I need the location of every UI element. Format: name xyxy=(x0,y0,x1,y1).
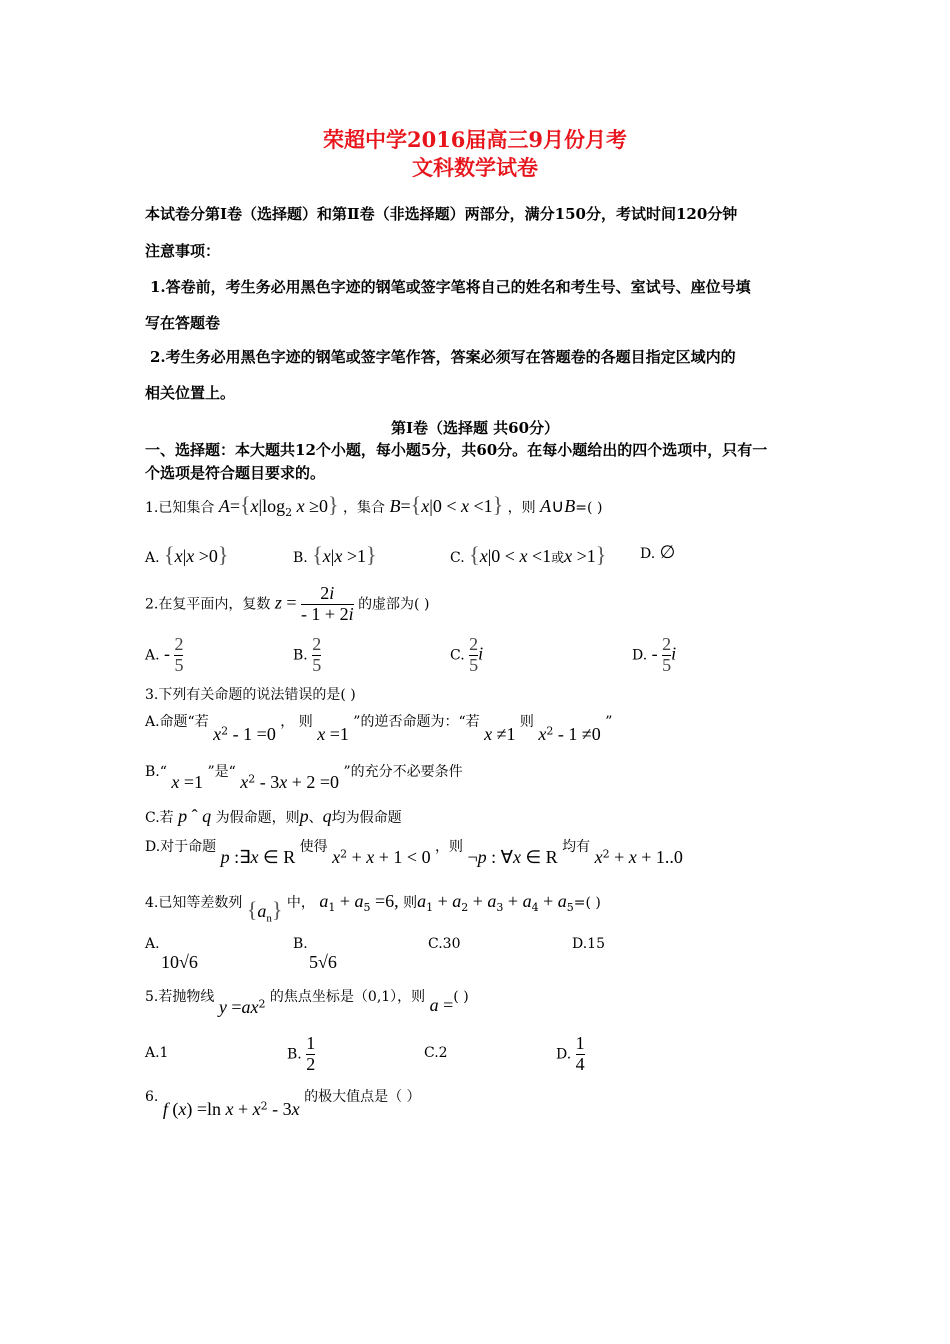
q1-option-c: C. {x|0 < x <1或x >1} xyxy=(450,542,607,567)
exam-title: 荣超中学2016届高三9月份月考 xyxy=(322,127,628,152)
set-b-formula: B xyxy=(389,496,401,516)
notice-heading: 注意事项： xyxy=(145,242,221,260)
section-desc: 一、选择题：本大题共12个小题，每小题5分，共60分。在每小题给出的四个选项中，只有一 xyxy=(145,441,768,459)
q3-option-b: B.“ x =1 ”是“ $x^2 - 3x + 2 =0$ ”的充分不必要条件 xyxy=(145,764,463,792)
q5-option-c: C.2 xyxy=(424,1045,448,1061)
set-a-formula: A xyxy=(218,496,230,516)
q3-option-d: D.对于命题 p :∃x ∈ R 使得 $x^2 + x + 1 < 0$ ，则 ¬p : ∀x ∈ R 均有 $x^2 + x + 1..0$ xyxy=(145,839,683,867)
q2-option-a: A. - $\frac{2}{5}$ xyxy=(145,634,184,675)
q2-option-d: D. - $\frac{2}{5}$ i xyxy=(632,634,677,675)
notice-item-2: 2.考生务必用黑色字迹的钢笔或签字笔作答，答案必须写在答题卷的各题目指定区域内的 xyxy=(150,348,736,366)
q3-option-a: A.命题“若 $x^2 - 1 =0$ ， 则 x =1 ”的逆否命题为：“若 x ≠1 则 $x^2 - 1 \ne 0$ ” xyxy=(145,714,613,744)
q1-option-a: A. {x|x >0} xyxy=(145,542,229,567)
q2-option-c: C. $\frac{2}{5}$ i xyxy=(450,634,484,675)
q4-option-c: C.30 xyxy=(428,936,461,952)
notice-item-1-cont: 写在答题卷 xyxy=(145,314,221,332)
q5-option-d: D. $\frac{1}{4}$ xyxy=(556,1033,585,1074)
q4-option-a: A. 10√6 xyxy=(145,936,198,972)
question-1: 1.已知集合 $A=\{x|\log_2$ x ≥0} ，集合 B={x|0 < x <1} ，则 A∪B=( ) xyxy=(145,492,603,519)
question-5: 5.若抛物线 $y =ax^2$ 的焦点坐标是（0,1），则 a =( ) xyxy=(145,989,469,1017)
intro-line: 本试卷分第Ⅰ卷（选择题）和第Ⅱ卷（非选择题）两部分，满分150分，考试时间120分钟 xyxy=(145,205,738,223)
q4-option-b: B. 5√6 xyxy=(293,936,337,972)
q5-option-a: A.1 xyxy=(145,1045,169,1061)
q3-option-c: C.若 p ˆ q 为假命题，则p、q均为假命题 xyxy=(145,806,402,826)
complex-fraction: $\frac{2i}{- 1 + 2i}$ xyxy=(300,583,354,624)
section-desc-cont: 个选项是符合题目要求的。 xyxy=(145,464,326,482)
question-3: 3.下列有关命题的说法错误的是( ) xyxy=(145,687,356,703)
question-4: 4.已知等差数列 $\{a_n\}$ 中， $a_1 + a_5 =6$, 则$a_1 + a_2 + a_3 + a_4 + a_5=$( ) xyxy=(145,891,601,925)
q1-option-b: B. {x|x >1} xyxy=(293,542,377,567)
q4-option-d: D.15 xyxy=(572,936,605,952)
notice-item-1: 1.答卷前，考生务必用黑色字迹的钢笔或签字笔将自己的姓名和考生号、室试号、座位号填 xyxy=(150,278,751,296)
exam-subtitle: 文科数学试卷 xyxy=(412,155,538,180)
question-6: 6. f (x) =ln $x + x^2 - 3x$ 的极大值点是（ ） xyxy=(145,1089,421,1119)
q1-option-d: D. ∅ xyxy=(640,542,676,562)
section-title: 第Ⅰ卷（选择题 共60分） xyxy=(390,419,560,437)
question-2: 2.在复平面内，复数 z = $\frac{2i}{- 1 + 2i}$ 的虚部为( ) xyxy=(145,583,430,624)
q2-option-b: B. $\frac{2}{5}$ xyxy=(293,634,322,675)
notice-item-2-cont: 相关位置上。 xyxy=(145,384,236,402)
q5-option-b: B. $\frac{1}{2}$ xyxy=(287,1033,316,1074)
